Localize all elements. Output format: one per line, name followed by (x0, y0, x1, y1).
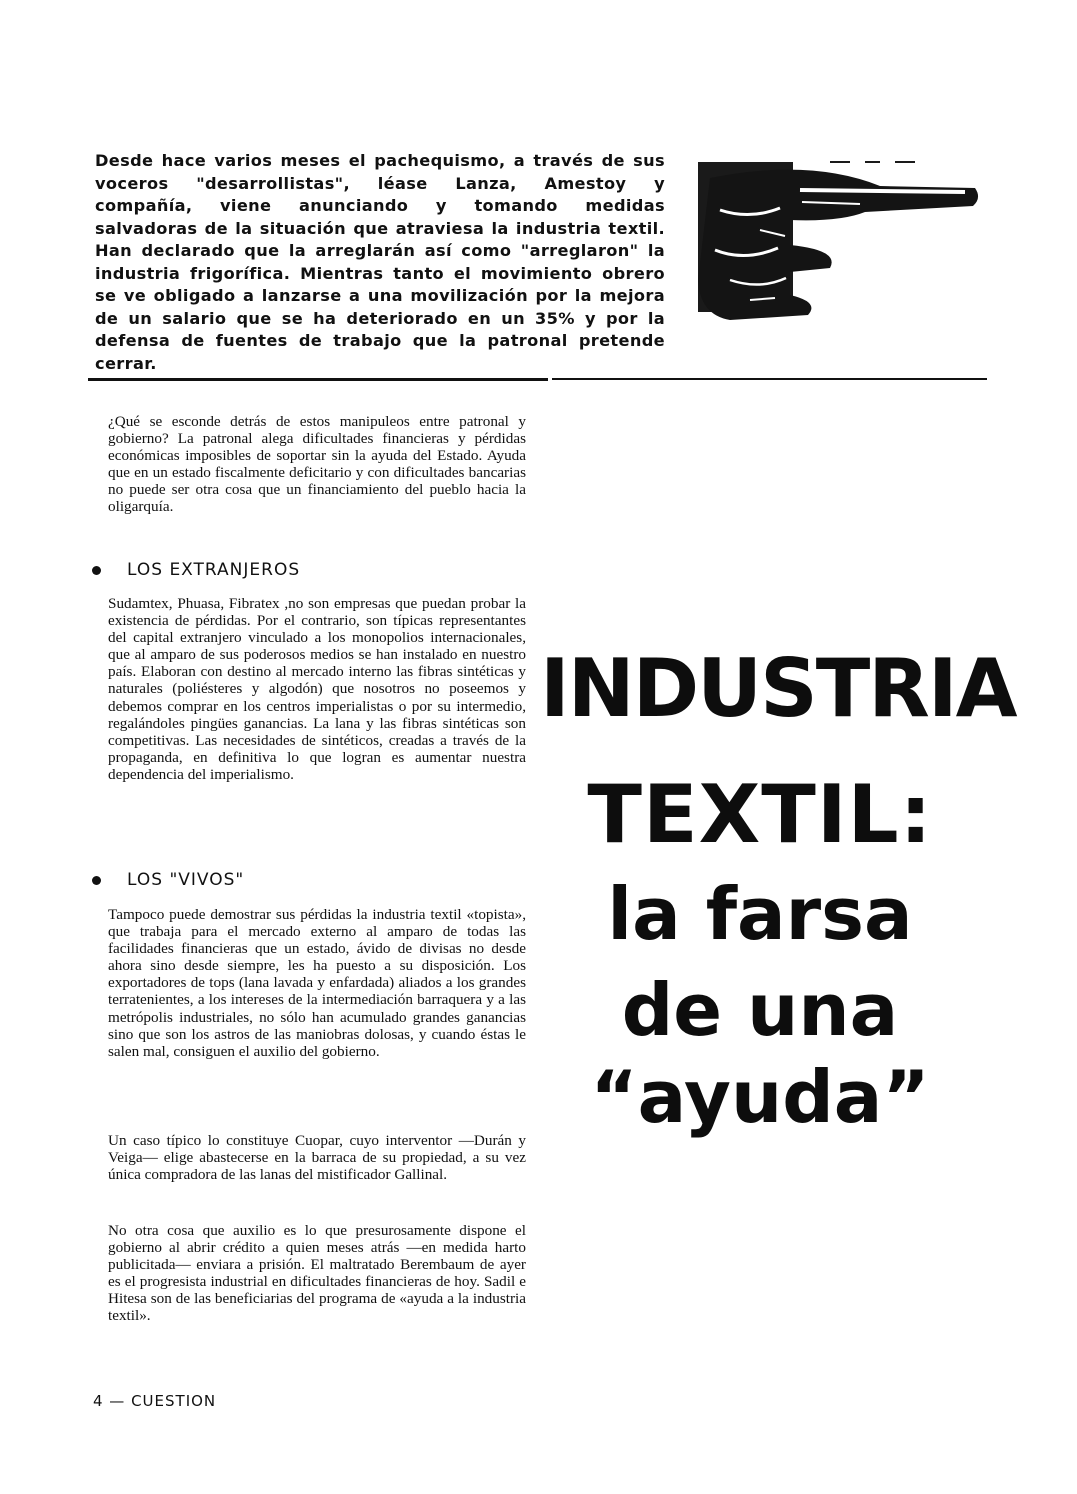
pointing-hand-icon (690, 150, 990, 350)
section-heading: LOS "VIVOS" (92, 870, 244, 890)
separator-rule (88, 378, 548, 381)
body-paragraph: Tampoco puede demostrar sus pérdidas la industria textil «topista», que trabaja para el mercado externo al amparo de todas las facilidades financieras que un estado, ávido de divisas no desde ahora sino desde siempre, les ha puesto a su disposición. Los exportadores de tops (lana lavada y enfardada) aliados a los grandes terratenientes, a los intereses de la intermediación barraquera y a las metrópolis industriales, no sólo han acumulado grandes ganancias sino que son los astros de las maniobras dolosas, y cuando éstas le salen mal, consiguen el auxilio del gobierno. (108, 906, 526, 1060)
bullet-icon (92, 876, 101, 885)
section-heading: LOS EXTRANJEROS (92, 560, 300, 580)
headline-line: TEXTIL: (587, 768, 933, 861)
lead-paragraph: Desde hace varios meses el pachequismo, a través de sus voceros "desarrollistas", léase Lanza, Amestoy y compañía, viene anunciando y tomando medidas salvadoras de la situación que atraviesa la industria textil. Han declarado que la arreglarán así como "arreglaron" la industria frigorífica. Mientras tanto el movimiento obrero se ve obligado a lanzarse a una movilización por la mejora de un salario que se ha deteriorado en un 35% y por la defensa de fuentes de trabajo que la patronal pretende cerrar. (95, 151, 665, 373)
body-paragraph: No otra cosa que auxilio es lo que presurosamente dispone el gobierno al abrir crédito a quien meses atrás —en medida harto publicitada— enviara a prisión. El maltratado Berembaum de ayer es el progresista industrial en dificultades financieras de hoy. Sadil e Hitesa son de las beneficiarias del programa de «ayuda a la industria textil». (108, 1222, 526, 1325)
bullet-icon (92, 566, 101, 575)
page-footer: 4 — CUESTION (93, 1392, 217, 1410)
headline-line: de una (621, 968, 899, 1052)
body-paragraph: Sudamtex, Phuasa, Fibratex ,no son empresas que puedan probar la existencia de pérdidas. Por el contrario, son típicas representantes del capital extranjero vinculado a los monopolios internacionales, que al amparo de sus poderosos medios se han instalado en nuestro país. Elaboran con destino al mercado interno las fibras sintéticas y naturales (poliésteres y algodón) que nosotros no poseemos y debemos comprar en los centros imperialistas o por su intermedio, regalándoles pingües ganancias. La lana y las fibras sintéticas son competitivas. Las necesidades de sintéticos, creadas a través de la propaganda, en definitiva lo que logran es aumentar nuestra dependencia del imperialismo. (108, 595, 526, 783)
separator-rule (552, 378, 987, 380)
intro-paragraph: ¿Qué se esconde detrás de estos manipuleos entre patronal y gobierno? La patronal alega dificultades financieras y pérdidas económicas imposibles de soportar sin la ayuda del Estado. Ayuda que en un estado fiscalmente deficitario y con dificultades bancarias no puede ser otra cosa que un financiamiento del pueblo hacia la oligarquía. (108, 413, 526, 516)
body-paragraph: Un caso típico lo constituye Cuopar, cuyo interventor —Durán y Veiga— elige abastecerse en la barraca de su propiedad, a su vez única compradora de las lanas del mistificador Gallinal. (108, 1132, 526, 1184)
headline-line: INDUSTRIA (540, 642, 1016, 735)
headline-line: la farsa (607, 872, 913, 956)
headline-line: “ayuda” (590, 1055, 930, 1139)
